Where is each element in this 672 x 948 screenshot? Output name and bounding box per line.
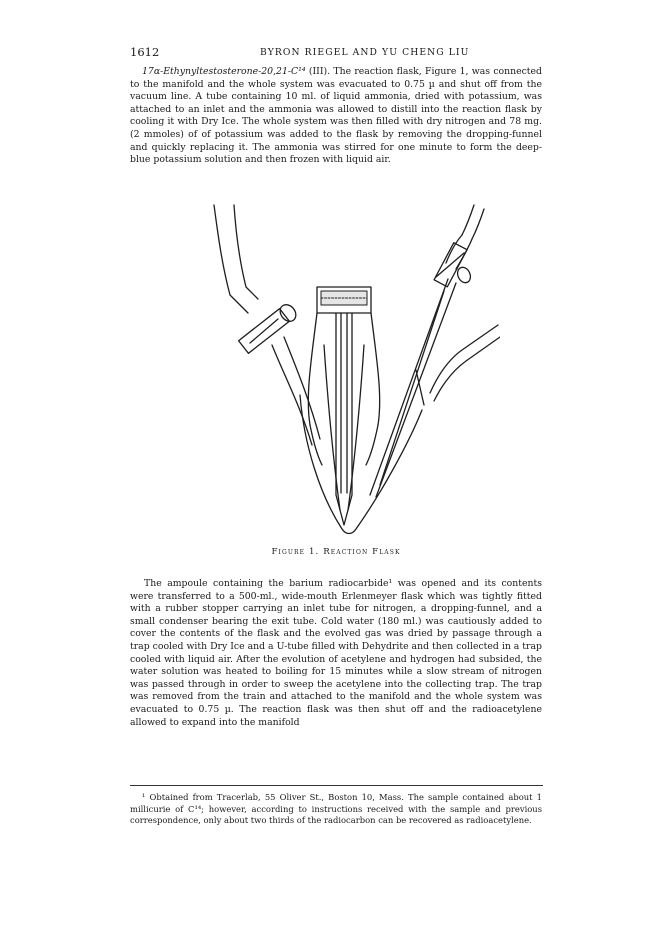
paragraph-2: The ampoule containing the barium radiocarbide¹ was opened and its contents were transferred to a 500-ml., wide-mouth Erlenmeyer flask which was tightly fitted with a rubber stopper carrying an inlet tube for nitrogen, a dropping-funnel, and a small condenser bearing the exit tube. Cold water (180 ml.) was cautiously added to cover the contents of the flask and the evolved gas was dried by passage through a trap cooled with Dry Ice and a U-tube filled with Dehydrite and then collected in a trap cooled with liquid air. After the evolution of acetylene and hydrogen had subsided, the water solution was heated to boiling for 15 minutes while a slow stream of nitrogen was passed through in order to sweep the acetylene into the collecting trap. The trap was removed from the train and attached to the manifold and the whole system was evacuated to 0.75 µ. The reaction flask was then shut off and the radioacetylene allowed to expand into the manifold: [130, 578, 542, 728]
page-number: 1612: [130, 45, 160, 59]
footnote-rule: [130, 785, 543, 786]
compound-heading: 17α-Ethynyltestosterone-20,21-C¹⁴: [142, 66, 306, 77]
footnote: ¹ Obtained from Tracerlab, 55 Oliver St., Boston 10, Mass. The sample contained about 1 millicurie of C¹⁴; however, according to instructions received with the sample and previous correspondence, only about two thirds of the radiocarbon can be recovered as radioacetylene.: [130, 792, 542, 826]
reaction-flask-figure: [200, 195, 500, 535]
figure-caption: Figure 1. Reaction Flask: [271, 547, 401, 557]
paragraph-1: [130, 66, 542, 167]
paragraph-1-text: (III). The reaction flask, Figure 1, was connected to the manifold and the whole system was evacuated to 0.75 µ and shut off from the vacuum line. A tube containing 10 ml. of liquid ammonia, dried with potassium, was attached to an inlet and the ammonia was allowed to distill into the reaction flask by cooling it with Dry Ice. The whole system was then filled with dry nitrogen and 78 mg. (2 mmoles) of of potassium was added to the flask by removing the dropping-funnel and quickly replacing it. The ammonia was stirred for one minute to form the deep-blue potassium solution and then frozen with liquid air.: [130, 66, 542, 166]
running-head: BYRON RIEGEL AND YU CHENG LIU: [260, 47, 470, 58]
